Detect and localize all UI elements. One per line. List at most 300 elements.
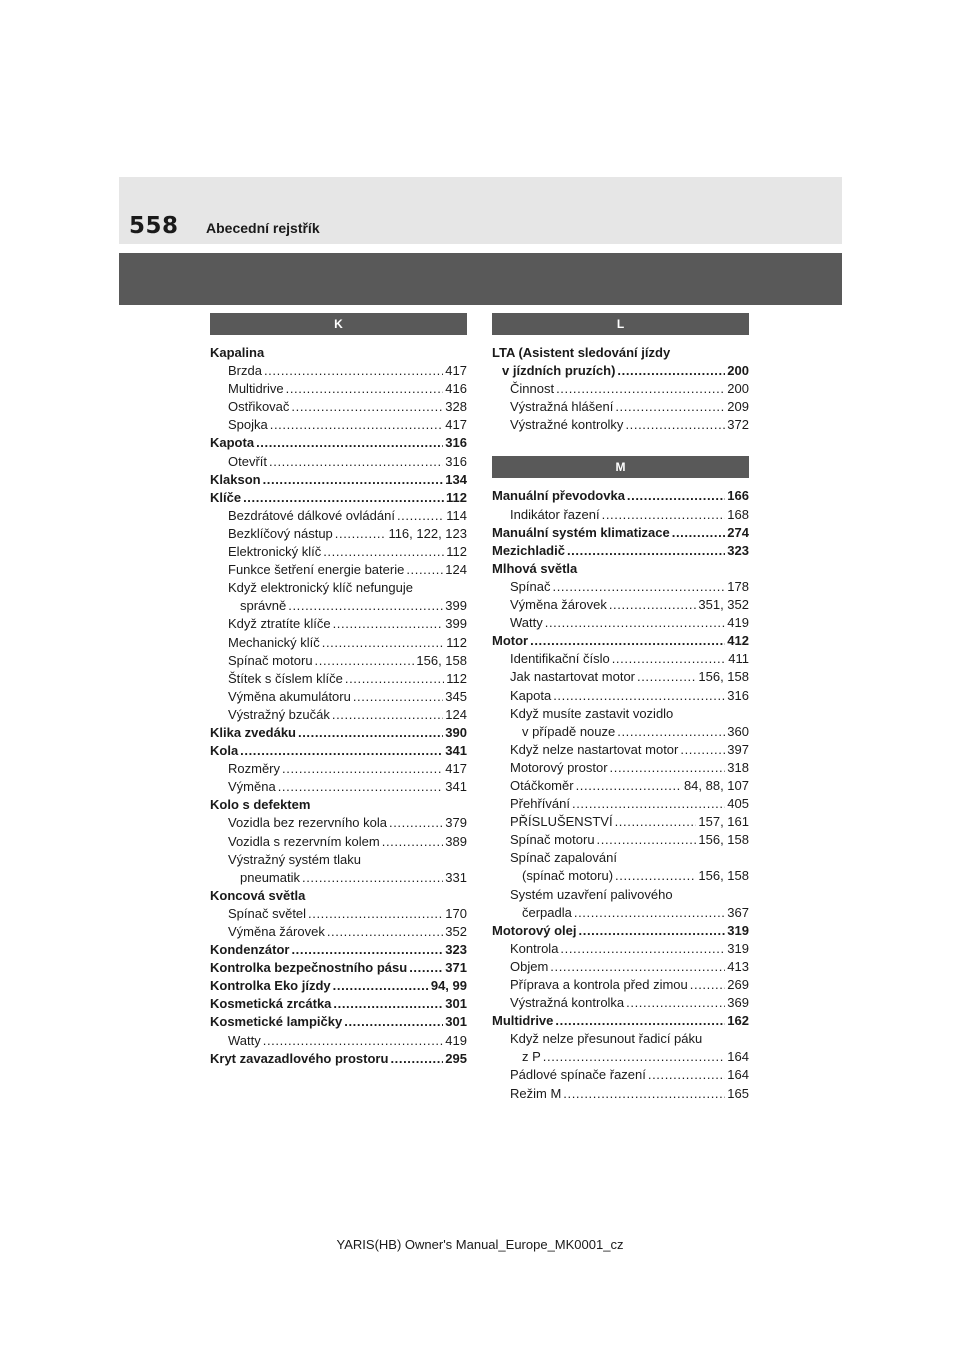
entry-page-ref[interactable]: 164 bbox=[727, 1067, 749, 1083]
index-entry bbox=[492, 849, 749, 867]
entry-page-ref[interactable]: 168 bbox=[727, 506, 749, 522]
index-entry bbox=[210, 905, 467, 923]
index-entry bbox=[492, 560, 749, 578]
entry-term: Výstražná kontrolka bbox=[510, 995, 625, 1011]
index-entry bbox=[492, 741, 749, 759]
dot-leader bbox=[264, 362, 443, 380]
entry-page-ref[interactable]: 351, 352 bbox=[698, 597, 749, 613]
entry-page-ref[interactable]: 209 bbox=[727, 399, 749, 415]
dot-leader bbox=[555, 1012, 725, 1030]
entry-page-ref[interactable]: 379 bbox=[445, 815, 467, 831]
entry-term: v jízdních pruzích) bbox=[502, 363, 616, 379]
entry-term: Když nelze přesunout řadicí páku bbox=[510, 1031, 703, 1047]
entry-term: Bezklíčový nástup bbox=[228, 525, 333, 541]
entry-page-ref[interactable]: 112 bbox=[446, 544, 467, 560]
letter-heading: K bbox=[210, 313, 467, 335]
entry-term: Klíče bbox=[210, 489, 242, 505]
dot-leader bbox=[270, 416, 444, 434]
entry-page-ref[interactable]: 156, 158 bbox=[698, 832, 749, 848]
index-entry bbox=[210, 995, 467, 1013]
index-entry bbox=[492, 542, 749, 560]
entry-page-ref[interactable]: 316 bbox=[445, 435, 467, 451]
entry-page-ref[interactable]: 301 bbox=[445, 1014, 467, 1030]
entry-term: Systém uzavření palivového bbox=[510, 886, 673, 902]
dot-leader bbox=[291, 398, 443, 416]
entry-term: Když nelze nastartovat motor bbox=[510, 741, 679, 757]
dot-leader bbox=[263, 1032, 444, 1050]
entry-term: Multidrive bbox=[492, 1013, 554, 1029]
entry-term: Funkce šetření energie baterie bbox=[228, 562, 405, 578]
entry-term: Klakson bbox=[210, 471, 261, 487]
index-entry bbox=[492, 506, 749, 524]
entry-term: Kosmetická zrcátka bbox=[210, 996, 332, 1012]
dot-leader bbox=[286, 380, 444, 398]
entry-page-ref[interactable]: 112 bbox=[446, 670, 467, 686]
index-entry bbox=[210, 507, 467, 525]
dot-leader bbox=[579, 922, 726, 940]
entry-page-ref[interactable]: 405 bbox=[727, 796, 749, 812]
entry-term: Motorový prostor bbox=[510, 759, 608, 775]
index-entry bbox=[210, 380, 467, 398]
index-entry-list bbox=[492, 344, 749, 434]
dot-leader bbox=[560, 940, 725, 958]
entry-term: Koncová světla bbox=[210, 887, 306, 903]
index-entry bbox=[210, 543, 467, 561]
index-entry bbox=[492, 831, 749, 849]
entry-term: Objem bbox=[510, 958, 549, 974]
entry-page-ref[interactable]: 94, 99 bbox=[430, 978, 467, 994]
entry-page-ref[interactable]: 341 bbox=[445, 743, 467, 759]
index-entry bbox=[210, 670, 467, 688]
index-entry bbox=[492, 650, 749, 668]
index-entry bbox=[210, 597, 467, 615]
index-entry bbox=[492, 1048, 749, 1066]
entry-term: Ostřikovač bbox=[228, 399, 290, 415]
index-entry bbox=[210, 471, 467, 489]
entry-page-ref[interactable]: 200 bbox=[727, 381, 749, 397]
entry-page-ref[interactable]: 316 bbox=[727, 687, 749, 703]
entry-page-ref[interactable]: 372 bbox=[727, 417, 749, 433]
entry-term: Kondenzátor bbox=[210, 942, 290, 958]
dot-leader bbox=[597, 831, 697, 849]
index-entry bbox=[210, 706, 467, 724]
entry-page-ref[interactable]: 417 bbox=[445, 363, 467, 379]
dot-leader bbox=[626, 994, 725, 1012]
dot-leader bbox=[278, 778, 444, 796]
dot-leader bbox=[263, 471, 444, 489]
index-entry bbox=[492, 668, 749, 686]
dot-leader bbox=[615, 813, 697, 831]
entry-page-ref[interactable]: 399 bbox=[445, 598, 467, 614]
entry-term: Brzda bbox=[228, 363, 262, 379]
dot-leader bbox=[572, 795, 725, 813]
index-entry bbox=[210, 1013, 467, 1031]
entry-term: Manuální systém klimatizace bbox=[492, 524, 670, 540]
dot-leader bbox=[612, 650, 727, 668]
index-entry bbox=[492, 795, 749, 813]
index-entry bbox=[210, 869, 467, 887]
entry-term: Výstražný systém tlaku bbox=[228, 851, 361, 867]
dot-leader bbox=[327, 923, 443, 941]
entry-term: Identifikační číslo bbox=[510, 651, 610, 667]
entry-page-ref[interactable]: 162 bbox=[727, 1013, 749, 1029]
entry-term: v případě nouze bbox=[522, 723, 616, 739]
entry-term: Výměna bbox=[228, 779, 276, 795]
dot-leader bbox=[615, 867, 696, 885]
entry-term: Činnost bbox=[510, 381, 555, 397]
index-entry bbox=[210, 525, 467, 543]
index-entry bbox=[492, 723, 749, 741]
entry-page-ref[interactable]: 323 bbox=[445, 942, 467, 958]
index-entry bbox=[492, 1085, 749, 1103]
entry-term: Výstražná hlášení bbox=[510, 399, 614, 415]
dot-leader bbox=[298, 724, 443, 742]
entry-page-ref[interactable]: 413 bbox=[727, 958, 749, 974]
dot-leader bbox=[552, 578, 725, 596]
entry-term: Pádlové spínače řazení bbox=[510, 1067, 646, 1083]
entry-term: Multidrive bbox=[228, 381, 284, 397]
dot-leader bbox=[256, 434, 443, 452]
index-entry bbox=[492, 344, 749, 362]
entry-term: Kapalina bbox=[210, 345, 265, 360]
index-entry bbox=[492, 380, 749, 398]
index-entry bbox=[492, 867, 749, 885]
entry-page-ref[interactable]: 390 bbox=[445, 724, 467, 740]
dot-leader bbox=[344, 1013, 443, 1031]
entry-term: Otevřít bbox=[228, 453, 268, 469]
entry-term: PŘÍSLUŠENSTVÍ bbox=[510, 814, 613, 830]
index-column-left bbox=[210, 313, 467, 1068]
section-title: Abecední rejstřík bbox=[206, 220, 320, 236]
entry-term: Když elektronický klíč nefunguje bbox=[228, 580, 413, 596]
entry-page-ref[interactable]: 316 bbox=[445, 453, 467, 469]
index-entry-list bbox=[210, 344, 467, 1068]
entry-page-ref[interactable]: 371 bbox=[445, 960, 467, 976]
entry-term: Mlhová světla bbox=[492, 560, 578, 576]
dot-leader bbox=[556, 380, 725, 398]
index-entry bbox=[210, 833, 467, 851]
entry-term: z P bbox=[522, 1049, 541, 1065]
dot-leader bbox=[637, 668, 696, 686]
entry-term: LTA (Asistent sledování jízdy bbox=[492, 345, 671, 360]
entry-term: Vozidla s rezervním kolem bbox=[228, 833, 380, 849]
entry-term: Příprava a kontrola před zimou bbox=[510, 977, 688, 992]
dot-leader bbox=[282, 760, 443, 778]
entry-page-ref[interactable]: 295 bbox=[445, 1050, 467, 1066]
entry-page-ref[interactable]: 170 bbox=[445, 905, 467, 921]
index-entry bbox=[210, 1050, 467, 1068]
entry-term: Indikátor řazení bbox=[510, 506, 600, 522]
entry-page-ref[interactable]: 331 bbox=[445, 869, 467, 885]
letter-heading: M bbox=[492, 456, 749, 478]
entry-term: Kola bbox=[210, 743, 239, 759]
entry-term: Elektronický klíč bbox=[228, 544, 322, 560]
entry-term: čerpadla bbox=[522, 904, 572, 920]
dot-leader bbox=[335, 525, 387, 543]
index-entry bbox=[492, 759, 749, 777]
entry-page-ref[interactable]: 156, 158 bbox=[698, 868, 749, 884]
index-entry bbox=[210, 941, 467, 959]
index-entry bbox=[492, 994, 749, 1012]
index-entry bbox=[492, 904, 749, 922]
entry-term: Když ztratíte klíče bbox=[228, 616, 331, 632]
index-entry bbox=[210, 615, 467, 633]
index-entry bbox=[492, 487, 749, 505]
dot-leader bbox=[333, 995, 443, 1013]
index-entry bbox=[210, 923, 467, 941]
entry-term: Vozidla bez rezervního kola bbox=[228, 815, 387, 831]
entry-page-ref[interactable]: 269 bbox=[727, 977, 749, 992]
dot-leader bbox=[648, 1066, 725, 1084]
index-entry bbox=[210, 814, 467, 832]
index-entry bbox=[210, 579, 467, 597]
entry-term: Rozměry bbox=[228, 761, 281, 777]
dot-leader bbox=[382, 833, 444, 851]
entry-page-ref[interactable]: 397 bbox=[727, 741, 749, 757]
index-entry bbox=[492, 940, 749, 958]
entry-page-ref[interactable]: 124 bbox=[445, 706, 467, 722]
entry-term: Motor bbox=[492, 633, 529, 649]
entry-term: Kontrola bbox=[510, 940, 559, 956]
dot-leader bbox=[333, 615, 444, 633]
dot-leader bbox=[576, 777, 682, 795]
index-entry bbox=[492, 1030, 749, 1048]
dot-leader bbox=[406, 561, 443, 579]
entry-page-ref[interactable]: 341 bbox=[445, 779, 467, 795]
entry-page-ref[interactable]: 369 bbox=[727, 995, 749, 1011]
entry-page-ref[interactable]: 328 bbox=[445, 399, 467, 415]
index-entry bbox=[492, 705, 749, 723]
entry-term: Watty bbox=[228, 1032, 261, 1048]
entry-term: Spínač motoru bbox=[510, 832, 595, 848]
entry-page-ref[interactable]: 319 bbox=[727, 922, 749, 938]
entry-term: Kontrolka Eko jízdy bbox=[210, 978, 331, 994]
dot-leader bbox=[567, 542, 725, 560]
entry-term: Motorový olej bbox=[492, 922, 577, 938]
dot-leader bbox=[609, 596, 697, 614]
index-entry bbox=[492, 614, 749, 632]
dot-leader bbox=[315, 652, 415, 670]
entry-page-ref[interactable]: 319 bbox=[727, 940, 749, 956]
entry-term: Klika zvedáku bbox=[210, 724, 296, 740]
entry-page-ref[interactable]: 417 bbox=[445, 417, 467, 433]
dot-leader bbox=[672, 524, 726, 542]
entry-page-ref[interactable]: 156, 158 bbox=[416, 652, 467, 668]
entry-page-ref[interactable]: 166 bbox=[727, 488, 749, 504]
entry-page-ref[interactable]: 367 bbox=[727, 904, 749, 920]
index-entry bbox=[210, 724, 467, 742]
dot-leader bbox=[574, 904, 725, 922]
entry-term: Režim M bbox=[510, 1085, 562, 1101]
entry-term: Kryt zavazadlového prostoru bbox=[210, 1050, 389, 1066]
entry-page-ref[interactable]: 323 bbox=[727, 542, 749, 558]
dot-leader bbox=[530, 632, 725, 650]
index-entry bbox=[492, 687, 749, 705]
dot-leader bbox=[617, 723, 725, 741]
index-entry bbox=[210, 453, 467, 471]
entry-term: správně bbox=[240, 598, 287, 614]
entry-term: (spínač motoru) bbox=[522, 868, 614, 884]
entry-term: Kapota bbox=[510, 687, 552, 703]
dot-leader bbox=[627, 487, 725, 505]
entry-page-ref[interactable]: 157, 161 bbox=[698, 814, 749, 830]
entry-term: Otáčkoměr bbox=[510, 777, 574, 793]
index-entry bbox=[210, 1032, 467, 1050]
dot-leader bbox=[615, 398, 725, 416]
entry-page-ref[interactable]: 165 bbox=[727, 1085, 749, 1101]
index-entry bbox=[210, 398, 467, 416]
group-spacer bbox=[492, 434, 749, 456]
entry-page-ref[interactable]: 411 bbox=[728, 651, 749, 667]
index-entry bbox=[492, 976, 749, 994]
index-entry bbox=[492, 524, 749, 542]
index-entry bbox=[210, 760, 467, 778]
dot-leader bbox=[550, 958, 725, 976]
dot-leader bbox=[389, 814, 443, 832]
entry-page-ref[interactable]: 301 bbox=[445, 996, 467, 1012]
dot-leader bbox=[353, 688, 443, 706]
entry-term: Kolo s defektem bbox=[210, 797, 311, 813]
entry-page-ref[interactable]: 156, 158 bbox=[698, 669, 749, 685]
entry-page-ref[interactable]: 112 bbox=[446, 489, 467, 505]
entry-page-ref[interactable]: 345 bbox=[445, 688, 467, 704]
footer-manual-id: YARIS(HB) Owner's Manual_Europe_MK0001_cz bbox=[336, 1237, 624, 1252]
index-entry-list bbox=[492, 487, 749, 1102]
entry-page-ref[interactable]: 419 bbox=[727, 615, 749, 631]
dot-leader bbox=[269, 453, 443, 471]
header-dark-bar bbox=[119, 253, 842, 305]
index-entry bbox=[210, 851, 467, 869]
dot-leader bbox=[288, 597, 443, 615]
entry-term: Výstražné kontrolky bbox=[510, 417, 624, 433]
dot-leader bbox=[409, 959, 443, 977]
dot-leader bbox=[291, 941, 443, 959]
index-entry bbox=[492, 596, 749, 614]
entry-term: Jak nastartovat motor bbox=[510, 669, 635, 685]
entry-page-ref[interactable]: 274 bbox=[727, 524, 749, 540]
entry-page-ref[interactable]: 124 bbox=[445, 562, 467, 578]
entry-page-ref[interactable]: 134 bbox=[445, 471, 467, 487]
entry-page-ref[interactable]: 416 bbox=[445, 381, 467, 397]
index-entry bbox=[210, 887, 467, 905]
index-entry bbox=[492, 1012, 749, 1030]
index-entry bbox=[210, 634, 467, 652]
index-entry bbox=[210, 796, 467, 814]
entry-page-ref[interactable]: 360 bbox=[727, 723, 749, 739]
entry-page-ref[interactable]: 352 bbox=[445, 924, 467, 939]
index-entry bbox=[210, 778, 467, 796]
entry-page-ref[interactable]: 116, 122, 123 bbox=[388, 525, 467, 541]
dot-leader bbox=[625, 416, 725, 434]
index-entry bbox=[492, 416, 749, 434]
index-entry bbox=[210, 344, 467, 362]
entry-page-ref[interactable]: 389 bbox=[445, 833, 467, 849]
entry-page-ref[interactable]: 417 bbox=[445, 761, 467, 777]
index-entry bbox=[210, 959, 467, 977]
page-number: 558 bbox=[129, 213, 179, 239]
index-entry bbox=[210, 742, 467, 760]
entry-term: Výstražný bzučák bbox=[228, 706, 330, 722]
entry-term: Mechanický klíč bbox=[228, 634, 320, 650]
entry-term: Když musíte zastavit vozidlo bbox=[510, 705, 674, 721]
entry-page-ref[interactable]: 399 bbox=[445, 616, 467, 632]
index-entry bbox=[492, 958, 749, 976]
dot-leader bbox=[610, 759, 726, 777]
letter-heading: L bbox=[492, 313, 749, 335]
entry-term: Bezdrátové dálkové ovládání bbox=[228, 507, 395, 523]
entry-term: Spínač světel bbox=[228, 905, 307, 921]
index-entry bbox=[210, 489, 467, 507]
index-entry bbox=[210, 977, 467, 995]
entry-term: Watty bbox=[510, 615, 543, 631]
entry-term: Přehřívání bbox=[510, 796, 570, 812]
index-entry bbox=[492, 886, 749, 904]
entry-term: Výměna žárovek bbox=[510, 597, 607, 613]
dot-leader bbox=[308, 905, 443, 923]
index-entry bbox=[492, 632, 749, 650]
dot-leader bbox=[563, 1085, 725, 1103]
dot-leader bbox=[333, 977, 429, 995]
entry-term: Spojka bbox=[228, 417, 268, 433]
dot-leader bbox=[332, 706, 443, 724]
entry-term: Kontrolka bezpečnostního pásu bbox=[210, 960, 408, 976]
index-entry bbox=[492, 1066, 749, 1084]
index-entry bbox=[492, 578, 749, 596]
entry-page-ref[interactable]: 178 bbox=[727, 578, 749, 594]
entry-term: Manuální převodovka bbox=[492, 488, 625, 504]
index-entry bbox=[210, 434, 467, 452]
entry-page-ref[interactable]: 114 bbox=[446, 507, 467, 523]
dot-leader bbox=[680, 741, 725, 759]
entry-term: Kosmetické lampičky bbox=[210, 1014, 343, 1030]
dot-leader bbox=[322, 634, 445, 652]
index-entry bbox=[210, 652, 467, 670]
entry-page-ref[interactable]: 112 bbox=[446, 634, 467, 650]
entry-term: Štítek s číslem klíče bbox=[228, 670, 343, 686]
index-entry bbox=[492, 813, 749, 831]
dot-leader bbox=[323, 543, 444, 561]
index-entry bbox=[210, 362, 467, 380]
dot-leader bbox=[302, 869, 443, 887]
dot-leader bbox=[602, 506, 726, 524]
index-entry bbox=[492, 922, 749, 940]
index-entry bbox=[492, 398, 749, 416]
dot-leader bbox=[240, 742, 443, 760]
dot-leader bbox=[545, 614, 726, 632]
index-entry bbox=[492, 777, 749, 795]
index-entry bbox=[492, 362, 749, 380]
entry-page-ref[interactable]: 164 bbox=[727, 1049, 749, 1065]
entry-page-ref[interactable]: 200 bbox=[727, 363, 749, 379]
dot-leader bbox=[553, 687, 725, 705]
dot-leader bbox=[345, 670, 444, 688]
index-entry bbox=[210, 416, 467, 434]
entry-term: Spínač zapalování bbox=[510, 850, 617, 866]
index-entry bbox=[210, 688, 467, 706]
entry-page-ref[interactable]: 318 bbox=[727, 759, 749, 775]
entry-term: pneumatik bbox=[240, 869, 300, 885]
entry-term: Spínač motoru bbox=[228, 652, 313, 668]
dot-leader bbox=[243, 489, 444, 507]
entry-page-ref[interactable]: 419 bbox=[445, 1032, 467, 1048]
dot-leader bbox=[690, 976, 726, 994]
entry-term: Výměna žárovek bbox=[228, 924, 325, 939]
dot-leader bbox=[543, 1048, 726, 1066]
dot-leader bbox=[397, 507, 444, 525]
dot-leader bbox=[617, 362, 725, 380]
entry-page-ref[interactable]: 412 bbox=[727, 633, 749, 649]
entry-page-ref[interactable]: 84, 88, 107 bbox=[683, 777, 749, 793]
